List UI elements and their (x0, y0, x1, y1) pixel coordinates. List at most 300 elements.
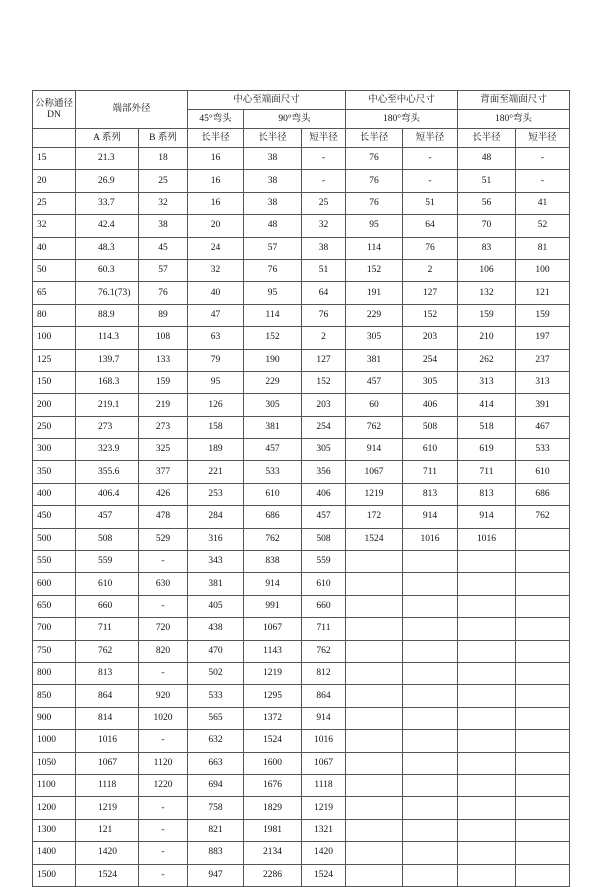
cell-od-a: 26.9 (76, 170, 139, 192)
cell-dn: 800 (33, 662, 76, 684)
table-row (33, 573, 570, 595)
cell-dn: 350 (33, 461, 76, 483)
cell-od-a: 1118 (76, 774, 139, 796)
cell-b2e-180-short (516, 864, 570, 886)
cell-dn: 1050 (33, 752, 76, 774)
table-row (33, 192, 570, 214)
cell-b2e-180-short: 391 (516, 394, 570, 416)
cell-b2e-180-long: 711 (458, 461, 516, 483)
cell-dn: 15 (33, 148, 76, 170)
cell-b2e-180-short: 313 (516, 371, 570, 393)
cell-od-b: 1220 (139, 774, 188, 796)
cell-b2e-180-short: 762 (516, 506, 570, 528)
cell-b2e-180-short: 121 (516, 282, 570, 304)
cell-c2c-180-long: 762 (346, 416, 403, 438)
cell-dn: 1200 (33, 797, 76, 819)
cell-dn: 650 (33, 595, 76, 617)
elbow-180-header: 180°弯头 (346, 110, 458, 129)
cell-c2e-90-long: 38 (244, 148, 302, 170)
table-row (33, 819, 570, 841)
dimension-table (32, 90, 570, 887)
cell-od-a: 1524 (76, 864, 139, 886)
short-radius-back-header: 短半径 (516, 129, 570, 148)
cell-b2e-180-long: 106 (458, 259, 516, 281)
cell-c2e-90-short: 305 (302, 439, 346, 461)
cell-od-b: 45 (139, 237, 188, 259)
cell-od-a: 1016 (76, 730, 139, 752)
cell-b2e-180-long (458, 752, 516, 774)
cell-b2e-180-long: 262 (458, 349, 516, 371)
cell-c2e-90-long: 2134 (244, 842, 302, 864)
cell-c2c-180-long: 60 (346, 394, 403, 416)
cell-b2e-180-short (516, 662, 570, 684)
cell-c2e-45-long: 20 (188, 215, 244, 237)
cell-od-b: 377 (139, 461, 188, 483)
cell-c2e-90-short: 914 (302, 707, 346, 729)
cell-c2c-180-long (346, 662, 403, 684)
cell-c2e-45-long: 758 (188, 797, 244, 819)
cell-c2c-180-short: 254 (403, 349, 458, 371)
cell-c2c-180-long (346, 864, 403, 886)
cell-b2e-180-short: 159 (516, 304, 570, 326)
long-radius-back-header: 长半径 (458, 129, 516, 148)
cell-c2c-180-long (346, 551, 403, 573)
cell-c2c-180-short: 51 (403, 192, 458, 214)
cell-c2e-45-long: 632 (188, 730, 244, 752)
cell-c2e-45-long: 470 (188, 640, 244, 662)
cell-c2e-90-long: 1981 (244, 819, 302, 841)
cell-c2e-90-long: 1295 (244, 685, 302, 707)
cell-od-b: 478 (139, 506, 188, 528)
cell-od-b: - (139, 819, 188, 841)
table-row (33, 528, 570, 550)
cell-b2e-180-long (458, 864, 516, 886)
cell-c2c-180-long (346, 640, 403, 662)
cell-c2e-90-long: 57 (244, 237, 302, 259)
table-row (33, 730, 570, 752)
cell-c2c-180-short: 406 (403, 394, 458, 416)
cell-od-b: - (139, 842, 188, 864)
table-row (33, 618, 570, 640)
cell-c2c-180-long (346, 707, 403, 729)
cell-c2e-45-long: 883 (188, 842, 244, 864)
cell-dn: 80 (33, 304, 76, 326)
cell-b2e-180-long (458, 819, 516, 841)
cell-c2c-180-short (403, 685, 458, 707)
cell-c2e-90-long: 1067 (244, 618, 302, 640)
cell-od-a: 1219 (76, 797, 139, 819)
cell-c2e-90-short: 406 (302, 483, 346, 505)
cell-c2c-180-short: - (403, 170, 458, 192)
table-row (33, 170, 570, 192)
cell-b2e-180-short (516, 618, 570, 640)
cell-c2e-45-long: 316 (188, 528, 244, 550)
elbow-180-back-header: 180°弯头 (458, 110, 570, 129)
long-radius-45-header: 长半径 (188, 129, 244, 148)
cell-b2e-180-short: 467 (516, 416, 570, 438)
cell-c2e-45-long: 253 (188, 483, 244, 505)
cell-c2c-180-short (403, 573, 458, 595)
cell-c2e-45-long: 821 (188, 819, 244, 841)
cell-c2e-90-short: 203 (302, 394, 346, 416)
cell-b2e-180-long: 1016 (458, 528, 516, 550)
cell-c2e-45-long: 47 (188, 304, 244, 326)
cell-od-a: 76.1(73) (76, 282, 139, 304)
table-row (33, 461, 570, 483)
cell-b2e-180-long (458, 730, 516, 752)
cell-b2e-180-short: 100 (516, 259, 570, 281)
cell-c2c-180-long: 305 (346, 327, 403, 349)
cell-od-b: - (139, 551, 188, 573)
cell-dn: 20 (33, 170, 76, 192)
cell-od-b: 159 (139, 371, 188, 393)
cell-od-a: 457 (76, 506, 139, 528)
cell-od-b: 920 (139, 685, 188, 707)
cell-od-b: - (139, 595, 188, 617)
cell-c2c-180-long (346, 752, 403, 774)
cell-c2e-90-long: 1524 (244, 730, 302, 752)
cell-od-b: 57 (139, 259, 188, 281)
cell-c2c-180-short (403, 595, 458, 617)
cell-c2e-90-long: 1600 (244, 752, 302, 774)
cell-b2e-180-long: 518 (458, 416, 516, 438)
cell-c2e-90-long: 914 (244, 573, 302, 595)
long-radius-90-header: 长半径 (244, 129, 302, 148)
cell-c2e-90-long: 2286 (244, 864, 302, 886)
cell-b2e-180-short: 610 (516, 461, 570, 483)
cell-c2e-90-long: 95 (244, 282, 302, 304)
cell-c2c-180-long (346, 819, 403, 841)
cell-od-a: 508 (76, 528, 139, 550)
cell-od-b: 325 (139, 439, 188, 461)
cell-dn: 32 (33, 215, 76, 237)
cell-b2e-180-short (516, 797, 570, 819)
cell-dn: 1500 (33, 864, 76, 886)
series-b-header: B 系列 (139, 129, 188, 148)
cell-c2e-90-short: - (302, 170, 346, 192)
cell-c2c-180-short (403, 819, 458, 841)
cell-c2e-90-long: 610 (244, 483, 302, 505)
cell-dn: 1300 (33, 819, 76, 841)
cell-c2c-180-long: 1067 (346, 461, 403, 483)
cell-od-a: 168.3 (76, 371, 139, 393)
cell-c2e-90-long: 1676 (244, 774, 302, 796)
cell-c2c-180-short: 711 (403, 461, 458, 483)
elbow-45-header: 45°弯头 (188, 110, 244, 129)
table-row (33, 640, 570, 662)
cell-b2e-180-long (458, 573, 516, 595)
table-row (33, 662, 570, 684)
cell-c2e-90-long: 38 (244, 192, 302, 214)
cell-c2c-180-long: 114 (346, 237, 403, 259)
table-row (33, 148, 570, 170)
cell-c2c-180-short (403, 618, 458, 640)
cell-od-b: 529 (139, 528, 188, 550)
cell-od-a: 813 (76, 662, 139, 684)
cell-c2c-180-long: 172 (346, 506, 403, 528)
table-row (33, 304, 570, 326)
cell-c2e-90-short: 152 (302, 371, 346, 393)
cell-od-a: 323.9 (76, 439, 139, 461)
cell-c2c-180-short: 610 (403, 439, 458, 461)
cell-c2c-180-short (403, 774, 458, 796)
cell-c2e-90-long: 762 (244, 528, 302, 550)
cell-c2e-90-short: 508 (302, 528, 346, 550)
cell-c2e-90-long: 457 (244, 439, 302, 461)
cell-dn: 150 (33, 371, 76, 393)
cell-c2c-180-long: 457 (346, 371, 403, 393)
series-a-header: A 系列 (76, 129, 139, 148)
cell-c2e-90-short: 76 (302, 304, 346, 326)
cell-c2e-45-long: 79 (188, 349, 244, 371)
cell-c2e-90-long: 1219 (244, 662, 302, 684)
table-row (33, 215, 570, 237)
center-to-end-header: 中心至端面尺寸 (188, 91, 346, 110)
cell-b2e-180-short: 197 (516, 327, 570, 349)
cell-c2e-90-long: 48 (244, 215, 302, 237)
cell-c2c-180-short: 1016 (403, 528, 458, 550)
cell-c2c-180-long: 76 (346, 192, 403, 214)
table-row (33, 327, 570, 349)
cell-b2e-180-long: 313 (458, 371, 516, 393)
cell-c2e-45-long: 16 (188, 148, 244, 170)
cell-od-a: 762 (76, 640, 139, 662)
cell-b2e-180-short (516, 707, 570, 729)
cell-c2e-90-long: 381 (244, 416, 302, 438)
cell-b2e-180-long: 414 (458, 394, 516, 416)
cell-b2e-180-short (516, 730, 570, 752)
cell-c2e-45-long: 32 (188, 259, 244, 281)
cell-od-b: 89 (139, 304, 188, 326)
cell-dn: 1000 (33, 730, 76, 752)
cell-b2e-180-long: 132 (458, 282, 516, 304)
cell-od-a: 48.3 (76, 237, 139, 259)
cell-dn: 25 (33, 192, 76, 214)
cell-c2c-180-short: 76 (403, 237, 458, 259)
cell-dn: 450 (33, 506, 76, 528)
cell-b2e-180-long: 51 (458, 170, 516, 192)
cell-c2c-180-short (403, 842, 458, 864)
cell-b2e-180-short: 686 (516, 483, 570, 505)
cell-c2c-180-long (346, 842, 403, 864)
cell-c2c-180-short (403, 797, 458, 819)
end-od-header: 端部外径 (76, 91, 188, 129)
cell-b2e-180-long: 56 (458, 192, 516, 214)
cell-c2e-90-short: - (302, 148, 346, 170)
cell-dn: 400 (33, 483, 76, 505)
cell-c2c-180-long (346, 573, 403, 595)
cell-dn: 700 (33, 618, 76, 640)
cell-dn: 500 (33, 528, 76, 550)
cell-c2e-90-short: 1118 (302, 774, 346, 796)
cell-c2e-45-long: 533 (188, 685, 244, 707)
cell-b2e-180-long: 70 (458, 215, 516, 237)
table-row (33, 371, 570, 393)
cell-c2e-90-long: 1372 (244, 707, 302, 729)
cell-b2e-180-short: 237 (516, 349, 570, 371)
cell-od-a: 660 (76, 595, 139, 617)
cell-b2e-180-short (516, 752, 570, 774)
cell-c2c-180-long (346, 685, 403, 707)
cell-c2e-45-long: 24 (188, 237, 244, 259)
cell-c2e-45-long: 40 (188, 282, 244, 304)
cell-b2e-180-short: - (516, 148, 570, 170)
short-radius-180-header: 短半径 (403, 129, 458, 148)
cell-c2e-45-long: 565 (188, 707, 244, 729)
cell-od-b: 1120 (139, 752, 188, 774)
cell-c2c-180-long: 229 (346, 304, 403, 326)
cell-b2e-180-short (516, 595, 570, 617)
cell-od-b: 32 (139, 192, 188, 214)
cell-c2c-180-short: 508 (403, 416, 458, 438)
table-row (33, 842, 570, 864)
table-body (33, 148, 570, 887)
cell-c2e-90-long: 114 (244, 304, 302, 326)
cell-c2e-45-long: 16 (188, 170, 244, 192)
cell-c2e-90-long: 152 (244, 327, 302, 349)
cell-od-a: 219.1 (76, 394, 139, 416)
cell-c2e-45-long: 343 (188, 551, 244, 573)
cell-od-a: 1420 (76, 842, 139, 864)
cell-c2e-45-long: 16 (188, 192, 244, 214)
cell-b2e-180-short: 81 (516, 237, 570, 259)
cell-c2e-45-long: 405 (188, 595, 244, 617)
back-to-end-header: 背面至端面尺寸 (458, 91, 570, 110)
table-row (33, 349, 570, 371)
cell-c2e-90-long: 1829 (244, 797, 302, 819)
cell-c2c-180-long: 152 (346, 259, 403, 281)
cell-c2e-90-short: 1321 (302, 819, 346, 841)
cell-od-b: 820 (139, 640, 188, 662)
cell-c2e-45-long: 95 (188, 371, 244, 393)
cell-c2e-45-long: 158 (188, 416, 244, 438)
cell-c2c-180-long: 1219 (346, 483, 403, 505)
dn-header-label: 公称通径 (34, 98, 73, 109)
cell-dn: 250 (33, 416, 76, 438)
cell-c2e-90-short: 762 (302, 640, 346, 662)
cell-b2e-180-short (516, 573, 570, 595)
cell-c2c-180-long (346, 774, 403, 796)
cell-c2c-180-long: 76 (346, 170, 403, 192)
table-row (33, 506, 570, 528)
cell-c2e-90-long: 838 (244, 551, 302, 573)
cell-c2e-90-short: 711 (302, 618, 346, 640)
cell-b2e-180-long (458, 640, 516, 662)
cell-c2e-90-short: 38 (302, 237, 346, 259)
cell-b2e-180-long: 83 (458, 237, 516, 259)
cell-c2c-180-long (346, 797, 403, 819)
cell-c2e-90-short: 25 (302, 192, 346, 214)
cell-b2e-180-long: 914 (458, 506, 516, 528)
cell-od-b: 18 (139, 148, 188, 170)
cell-od-b: 1020 (139, 707, 188, 729)
cell-c2e-45-long: 189 (188, 439, 244, 461)
cell-b2e-180-long: 210 (458, 327, 516, 349)
table-row (33, 259, 570, 281)
cell-od-a: 814 (76, 707, 139, 729)
dn-header-blank (33, 129, 76, 148)
cell-c2c-180-short (403, 640, 458, 662)
cell-c2e-90-short: 559 (302, 551, 346, 573)
cell-od-b: 76 (139, 282, 188, 304)
cell-b2e-180-long (458, 618, 516, 640)
cell-od-b: 630 (139, 573, 188, 595)
cell-c2e-45-long: 663 (188, 752, 244, 774)
cell-c2e-90-short: 812 (302, 662, 346, 684)
cell-b2e-180-long (458, 551, 516, 573)
cell-c2c-180-long: 381 (346, 349, 403, 371)
cell-c2c-180-short (403, 752, 458, 774)
table-row (33, 707, 570, 729)
cell-c2e-45-long: 221 (188, 461, 244, 483)
cell-c2e-90-long: 1143 (244, 640, 302, 662)
cell-od-a: 610 (76, 573, 139, 595)
cell-c2e-90-short: 254 (302, 416, 346, 438)
cell-c2e-90-short: 1016 (302, 730, 346, 752)
cell-c2c-180-short: 203 (403, 327, 458, 349)
cell-c2c-180-long: 76 (346, 148, 403, 170)
cell-od-a: 1067 (76, 752, 139, 774)
cell-b2e-180-long (458, 685, 516, 707)
cell-od-a: 33.7 (76, 192, 139, 214)
short-radius-90-header: 短半径 (302, 129, 346, 148)
cell-c2e-45-long: 126 (188, 394, 244, 416)
cell-c2e-90-short: 610 (302, 573, 346, 595)
table-row (33, 774, 570, 796)
table-row (33, 595, 570, 617)
cell-od-b: 219 (139, 394, 188, 416)
cell-c2c-180-long: 95 (346, 215, 403, 237)
cell-c2c-180-long: 1524 (346, 528, 403, 550)
dn-header (33, 91, 76, 129)
cell-od-b: 720 (139, 618, 188, 640)
cell-b2e-180-short: 41 (516, 192, 570, 214)
cell-c2c-180-short: 64 (403, 215, 458, 237)
cell-b2e-180-short (516, 528, 570, 550)
table-row (33, 282, 570, 304)
cell-dn: 850 (33, 685, 76, 707)
cell-b2e-180-long: 48 (458, 148, 516, 170)
cell-dn: 900 (33, 707, 76, 729)
cell-c2c-180-short: 914 (403, 506, 458, 528)
cell-b2e-180-long (458, 774, 516, 796)
cell-c2c-180-long: 191 (346, 282, 403, 304)
elbow-90-header: 90°弯头 (244, 110, 346, 129)
cell-dn: 1400 (33, 842, 76, 864)
cell-dn: 50 (33, 259, 76, 281)
cell-dn: 300 (33, 439, 76, 461)
cell-c2e-45-long: 438 (188, 618, 244, 640)
cell-c2e-90-short: 457 (302, 506, 346, 528)
cell-b2e-180-long: 159 (458, 304, 516, 326)
cell-c2e-45-long: 63 (188, 327, 244, 349)
cell-c2e-90-short: 356 (302, 461, 346, 483)
cell-c2e-90-long: 38 (244, 170, 302, 192)
cell-c2c-180-short (403, 864, 458, 886)
cell-c2c-180-long (346, 730, 403, 752)
table-row (33, 439, 570, 461)
table-row (33, 797, 570, 819)
cell-c2c-180-short (403, 730, 458, 752)
cell-c2e-90-short: 864 (302, 685, 346, 707)
long-radius-180-header: 长半径 (346, 129, 403, 148)
cell-c2e-90-short: 51 (302, 259, 346, 281)
cell-c2c-180-short (403, 551, 458, 573)
cell-od-b: - (139, 864, 188, 886)
cell-b2e-180-short: 533 (516, 439, 570, 461)
cell-c2e-90-short: 1524 (302, 864, 346, 886)
cell-c2e-90-long: 229 (244, 371, 302, 393)
